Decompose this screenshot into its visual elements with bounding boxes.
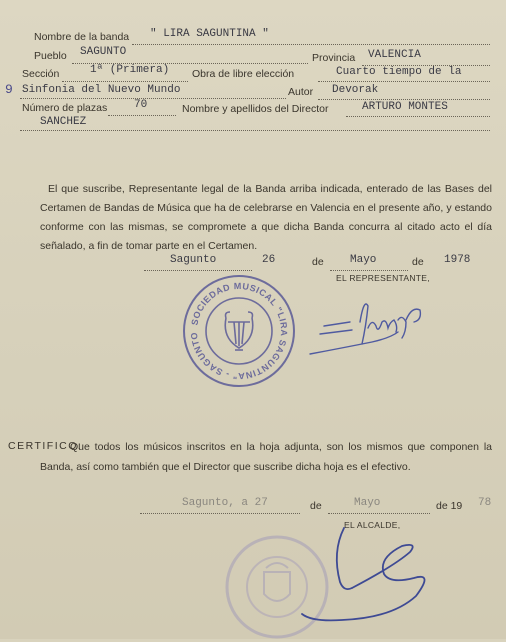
margin-mark: 9 bbox=[5, 82, 13, 97]
lyre-icon bbox=[225, 312, 253, 350]
certificate-de-1: de bbox=[310, 500, 322, 512]
certificate-text: Que todos los músicos inscritos en la hoja adjunta, son los mismos que componen la Banda, así como también que el Director que suscribe dicha hoja es el efectivo. bbox=[40, 441, 492, 473]
certificate-month: Mayo bbox=[354, 497, 381, 509]
director-line-2 bbox=[20, 130, 490, 131]
director-line-1 bbox=[346, 116, 490, 117]
author-value: Devorak bbox=[332, 84, 379, 96]
town-label: Pueblo bbox=[34, 50, 67, 62]
certificate-city-day: Sagunto, a 27 bbox=[182, 497, 268, 509]
town-value: SAGUNTO bbox=[80, 46, 127, 58]
certificate-de-2: de 19 bbox=[436, 500, 463, 512]
representative-label: EL REPRESENTANTE, bbox=[336, 273, 430, 283]
declaration-city-line bbox=[144, 270, 252, 271]
province-value: VALENCIA bbox=[368, 49, 421, 61]
section-line bbox=[62, 81, 188, 82]
declaration-month-line bbox=[330, 270, 408, 271]
section-label: Sección bbox=[22, 68, 60, 80]
work-label: Obra de libre elección bbox=[192, 68, 295, 80]
places-value: 70 bbox=[134, 99, 148, 111]
declaration-month: Mayo bbox=[350, 254, 377, 266]
section-value: 1ª (Primera) bbox=[90, 64, 170, 76]
band-stamp bbox=[180, 272, 298, 390]
declaration-de-1: de bbox=[312, 256, 324, 268]
work-value-1: Cuarto tiempo de la bbox=[336, 66, 462, 78]
certificate-year: 78 bbox=[478, 497, 492, 509]
director-value-1: ARTURO MONTES bbox=[362, 101, 448, 113]
director-value-2: SANCHEZ bbox=[40, 116, 87, 128]
band-name-label: Nombre de la banda bbox=[34, 31, 130, 43]
declaration-year: 1978 bbox=[444, 254, 471, 266]
declaration-city: Sagunto bbox=[170, 254, 217, 266]
declaration-de-2: de bbox=[412, 256, 424, 268]
declaration-text: El que suscribe, Representante legal de la Banda arriba indicada, enterado de las Bases del Certamen de Bandas de Música que ha de celebrarse en Valencia en el presente año, y estando conforme con las mismas, se compromete a que dicha Banda concurra al citado acto el día señalado, a fin de tomar parte en el Certamen. bbox=[40, 183, 492, 252]
mayor-signature bbox=[282, 522, 482, 632]
declaration-day: 26 bbox=[262, 254, 276, 266]
band-name-line bbox=[132, 44, 490, 45]
work-value-2: Sinfonia del Nuevo Mundo bbox=[22, 84, 181, 96]
stamp-text: SOCIEDAD MUSICAL "LIRA SAGUNTINA" - SAGUNTO bbox=[188, 280, 290, 382]
mayor-label: EL ALCALDE, bbox=[344, 520, 401, 530]
places-label: Número de plazas bbox=[22, 102, 108, 114]
places-line bbox=[108, 115, 176, 116]
author-label: Autor bbox=[288, 86, 314, 98]
certificate-city-line bbox=[140, 513, 300, 514]
author-line bbox=[318, 99, 490, 100]
certificate-heading: CERTIFICO: bbox=[8, 440, 83, 452]
work-line-2 bbox=[20, 98, 286, 99]
director-label: Nombre y apellidos del Director bbox=[182, 103, 329, 115]
representative-signature bbox=[302, 292, 452, 362]
province-label: Provincia bbox=[312, 52, 356, 64]
band-name-value: " LIRA SAGUNTINA " bbox=[150, 28, 269, 40]
certificate-month-line bbox=[328, 513, 430, 514]
work-line-1 bbox=[318, 81, 490, 82]
